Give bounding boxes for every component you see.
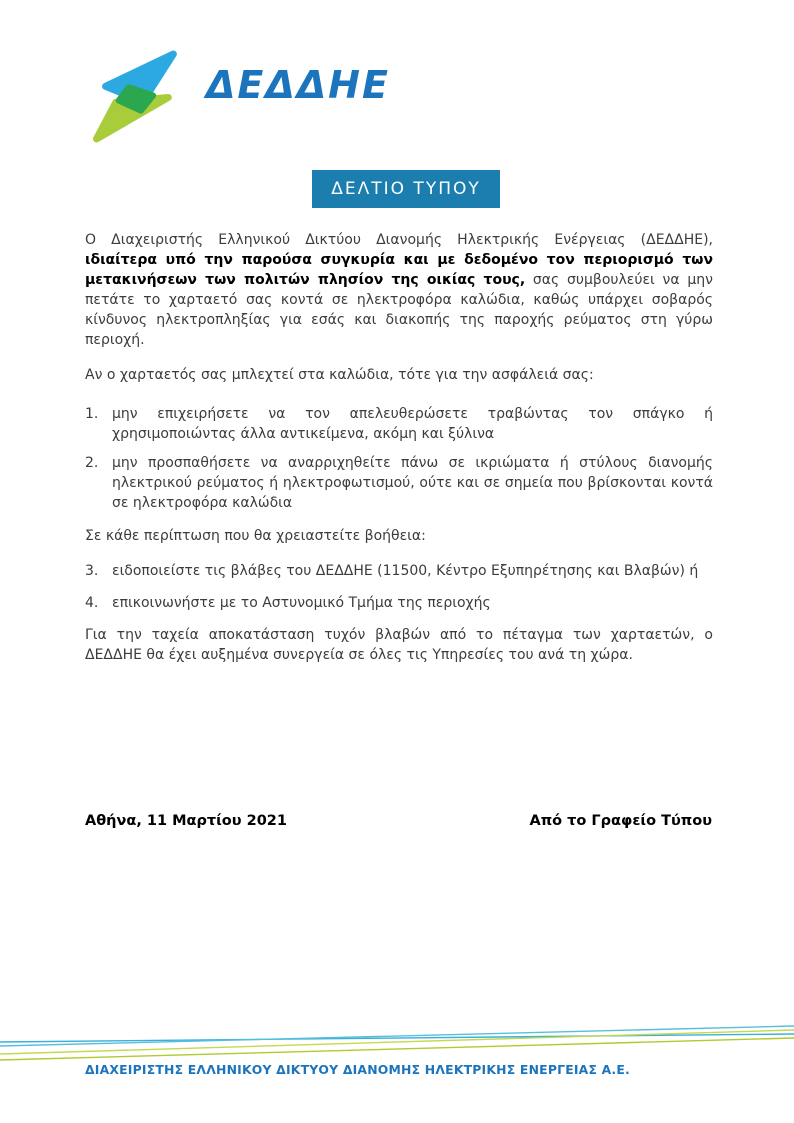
list-item [85, 593, 713, 613]
kite-warning-lead: Αν ο χαρταετός σας μπλεχτεί στα καλώδια, τότε για την ασφάλειά σας: [85, 367, 594, 383]
list-item-number: 3. [85, 563, 99, 579]
footer-company-name: ΔΙΑΧΕΙΡΙΣΤΗΣ ΕΛΛΗΝΙΚΟΥ ΔΙΚΤΥΟΥ ΔΙΑΝΟΜΗΣ ΗΛΕΚΤΡΙΚΗΣ ΕΝΕΡΓΕΙΑΣ Α.Ε. [85, 1062, 630, 1077]
press-release-body [85, 230, 713, 665]
list-item-number: 4. [85, 595, 99, 611]
place-date: Αθήνα, 11 Μαρτίου 2021 [85, 813, 287, 829]
footer-diagonal-lines [0, 1016, 794, 1064]
list-item [85, 453, 713, 513]
deddie-logo [88, 50, 390, 146]
press-release-title: ΔΕΛΤΙΟ ΤΥΠΟΥ [331, 179, 481, 199]
lightning-bolt-icon [88, 50, 200, 146]
help-contacts-list [85, 561, 713, 613]
closing-paragraph: Για την ταχεία αποκατάσταση τυχόν βλαβών από το πέταγμα των χαρταετών, ο ΔΕΔΔΗΕ θα έχει αυξημένα συνεργεία σε όλες τις Υπηρεσίες του ανά τη χώρα. [85, 627, 713, 663]
list-item [85, 404, 713, 444]
footer-line-cyan [0, 1026, 794, 1046]
press-release-title-box [312, 170, 500, 208]
list-item-text: ειδοποιείστε τις βλάβες του ΔΕΔΔΗΕ (11500, Κέντρο Εξυπηρέτησης και Βλαβών) ή [112, 563, 699, 579]
logo-wordmark: ΔΕΔΔΗΕ [206, 63, 390, 107]
list-item-text: μην επιχειρήσετε να τον απελευθερώσετε τραβώντας τον σπάγκο ή χρησιμοποιώντας άλλα αντικείμενα, ακόμη και ξύλινα [112, 406, 713, 442]
list-item-number: 2. [85, 455, 99, 471]
press-office: Από το Γραφείο Τύπου [529, 813, 712, 829]
list-item-number: 1. [85, 406, 99, 422]
list-item-text: μην προσπαθήσετε να αναρριχηθείτε πάνω σε ικριώματα ή στύλους διανομής ηλεκτρικού ρεύματος ή ηλεκτροφωτισμού, ούτε και σε σημεία που βρίσκονται κοντά σε ηλεκτροφόρα καλώδια [112, 455, 713, 511]
help-lead: Σε κάθε περίπτωση που θα χρειαστείτε βοήθεια: [85, 528, 426, 544]
intro-bold-clause: ιδιαίτερα υπό την παρούσα συγκυρία και με δεδομένο τον περιορισμό των μετακινήσεων των πολιτών πλησίον της οικίας τους, [85, 252, 713, 288]
intro-lead: Ο Διαχειριστής Ελληνικού Δικτύου Διανομής Ηλεκτρικής Ενέργειας (ΔΕΔΔΗΕ), [85, 232, 713, 248]
signoff-row [85, 813, 712, 829]
list-item-text: επικοινωνήστε με το Αστυνομικό Τμήμα της περιοχής [112, 595, 491, 611]
intro-paragraph [85, 230, 713, 350]
intro-rest: σας συμβουλεύει να μην πετάτε το χαρταετό σας κοντά σε ηλεκτροφόρα καλώδια, καθώς υπάρχει σοβαρός κίνδυνος ηλεκτροπληξίας για εσάς και διακοπής της παροχής ρεύματος στη γύρω περιοχή. [85, 272, 713, 348]
safety-instructions-list [85, 404, 713, 513]
list-item [85, 561, 713, 581]
